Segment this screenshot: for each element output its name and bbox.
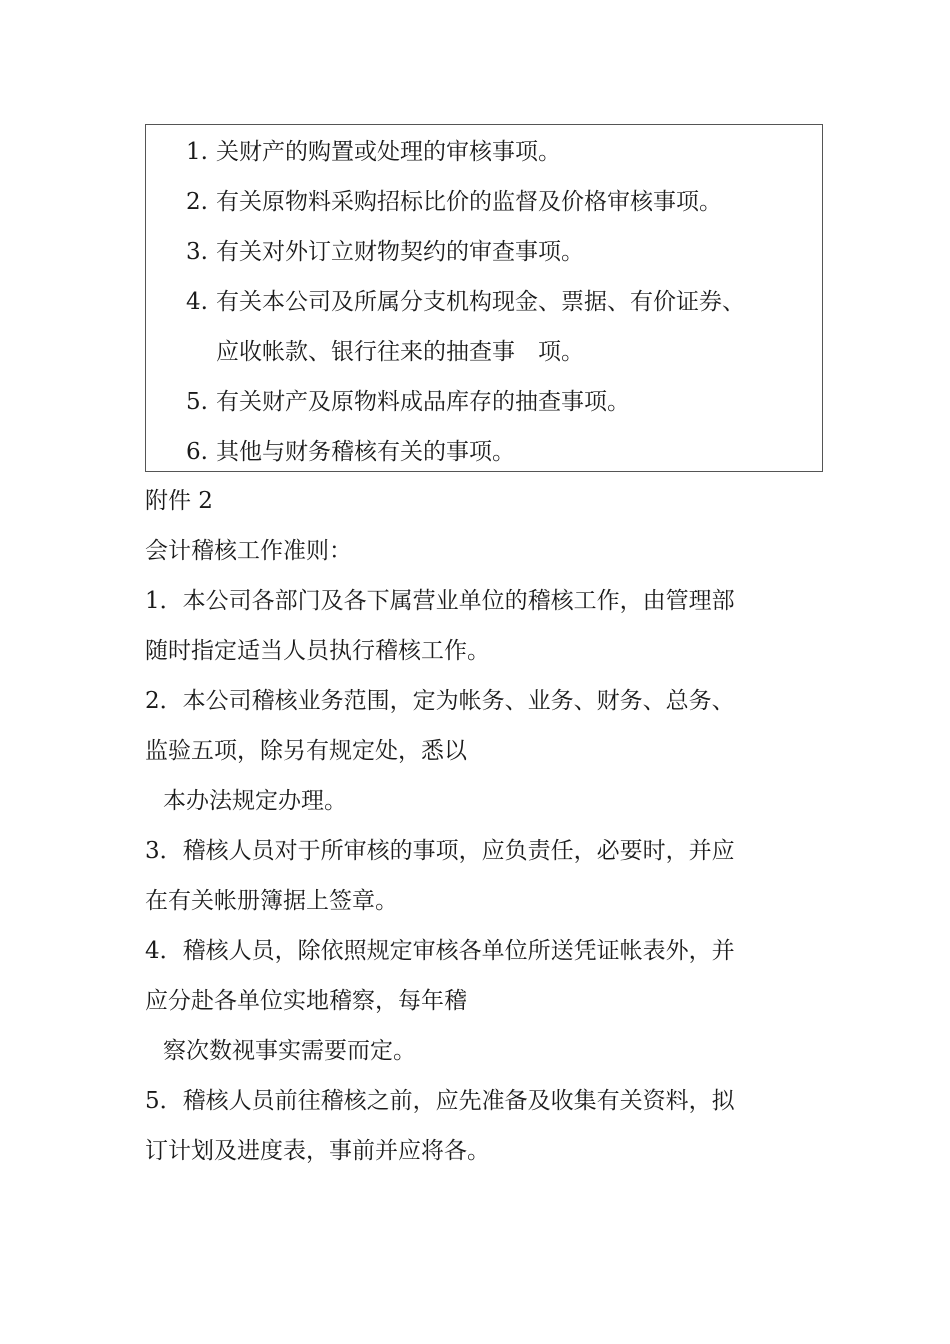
rule-2-line-1: 2．本公司稽核业务范围，定为帐务、业务、财务、总务、 <box>145 688 735 714</box>
rule-5-line-1: 5．稽核人员前往稽核之前，应先准备及收集有关资料，拟 <box>145 1088 735 1114</box>
rule-2-line-2: 监验五项，除另有规定处，悉以 <box>145 738 467 764</box>
rule-1-line-1: 1．本公司各部门及各下属营业单位的稽核工作，由管理部 <box>145 588 735 614</box>
rule-2-line-3: 本办法规定办理。 <box>163 788 347 814</box>
box-item-4: 4. 有关本公司及所属分支机构现金、票据、有价证券、 <box>186 289 745 315</box>
rule-4-line-3: 察次数视事实需要而定。 <box>163 1038 416 1064</box>
rule-4-line-1: 4．稽核人员，除依照规定审核各单位所送凭证帐表外，并 <box>145 938 735 964</box>
box-item-3: 3. 有关对外订立财物契约的审查事项。 <box>186 239 584 265</box>
box-item-5: 5. 有关财产及原物料成品库存的抽查事项。 <box>186 389 630 415</box>
box-item-4-continuation: 应收帐款、银行往来的抽查事 项。 <box>216 339 584 365</box>
rule-1-line-2: 随时指定适当人员执行稽核工作。 <box>145 638 490 664</box>
box-item-1: 1. 关财产的购置或处理的审核事项。 <box>186 139 561 165</box>
box-item-2: 2. 有关原物料采购招标比价的监督及价格审核事项。 <box>186 189 722 215</box>
box-item-6: 6. 其他与财务稽核有关的事项。 <box>186 439 515 465</box>
attachment-label: 附件 2 <box>145 488 213 514</box>
rule-5-line-2: 订计划及进度表，事前并应将各。 <box>145 1138 490 1164</box>
rules-title: 会计稽核工作准则： <box>145 538 352 564</box>
rule-3-line-1: 3．稽核人员对于所审核的事项，应负责任，必要时，并应 <box>145 838 735 864</box>
rule-4-line-2: 应分赴各单位实地稽察，每年稽 <box>145 988 467 1014</box>
rule-3-line-2: 在有关帐册簿据上签章。 <box>145 888 398 914</box>
audit-items-box <box>145 124 823 472</box>
